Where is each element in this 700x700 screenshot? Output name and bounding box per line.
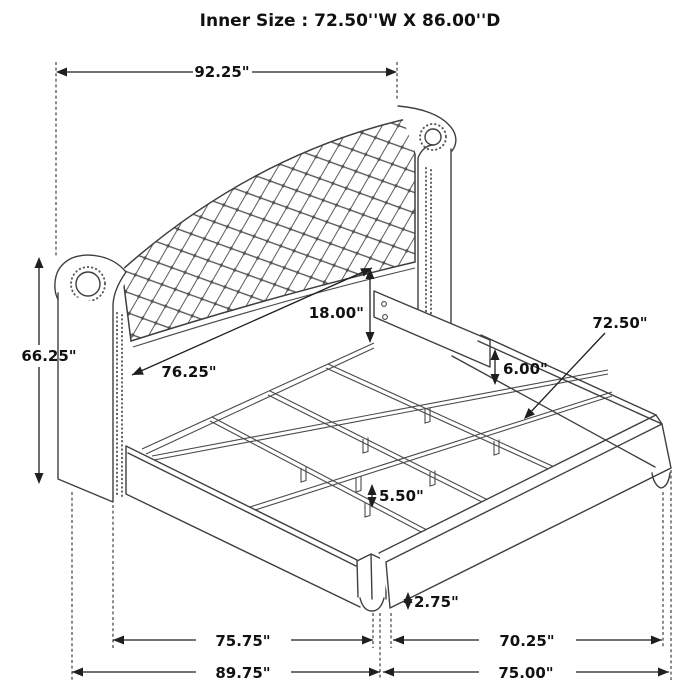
overall-depth-label: 89.75" <box>215 664 271 682</box>
head-rail <box>142 343 374 454</box>
overall-height-label: 66.25" <box>21 347 77 365</box>
dimension-rail-length <box>113 632 373 650</box>
overall-footboard-width-label: 75.00" <box>498 664 554 682</box>
footboard-rail <box>379 415 671 608</box>
overall-width-label: 92.25" <box>194 63 250 81</box>
dimension-overall-depth <box>72 664 380 682</box>
dimension-rail-height <box>491 349 548 385</box>
dimension-slat-height <box>368 484 424 508</box>
left-side-rail <box>126 446 360 607</box>
dimension-footboard-inner-width <box>393 632 662 650</box>
leg-height-label: 2.75" <box>414 593 459 611</box>
rail-height-label: 6.00" <box>503 360 548 378</box>
inner-width-label: 72.50" <box>592 314 648 332</box>
diagram-title: Inner Size : 72.50''W X 86.00''D <box>199 11 501 31</box>
bed-frame <box>126 291 671 611</box>
tufted-panel <box>122 117 415 341</box>
headboard-height-label: 18.00" <box>308 304 364 322</box>
rail-length-label: 75.75" <box>215 632 271 650</box>
slat-height-label: 5.50" <box>379 487 424 505</box>
left-wing <box>55 255 127 502</box>
dimension-overall-footboard-width <box>383 664 669 682</box>
dimension-overall-width <box>56 63 397 81</box>
headboard-inner-width-label: 76.25" <box>161 363 217 381</box>
footboard-inner-width-label: 70.25" <box>499 632 555 650</box>
